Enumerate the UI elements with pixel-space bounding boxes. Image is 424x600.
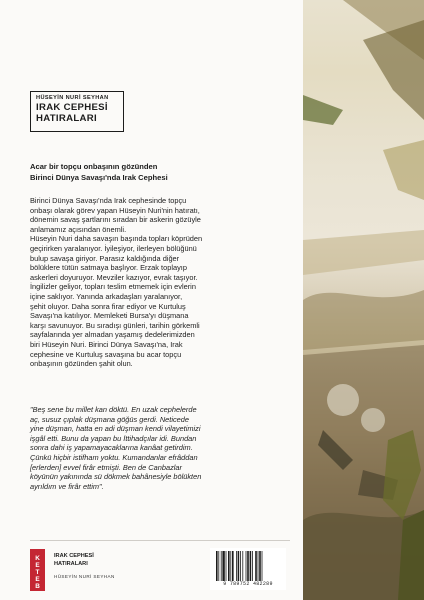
blurb-line: biri Hüseyin Nuri. Birinci Dünya Savaşı'na, Irak: [30, 339, 183, 349]
blurb-line: cephesine ve Kurtuluş savaşına bu acar topçu: [30, 349, 182, 359]
blurb-line: anlamamız açısından önemli.: [30, 224, 127, 234]
barcode-bars: [216, 551, 280, 581]
quote-line: ayrıldım ve firâr ettim".: [30, 481, 104, 491]
back-cover-footer: [30, 540, 290, 597]
footer-title-line: IRAK CEPHESİ: [54, 553, 94, 559]
quote-block: [30, 405, 300, 491]
isbn-barcode: [210, 548, 286, 590]
logo-letter: E: [35, 576, 40, 583]
subtitle-line: Birinci Dünya Savaşı'nda Irak Cephesi: [30, 173, 168, 182]
blurb-line: dönemin savaş şartlarını sıradan bir askerin gözüyle: [30, 215, 201, 225]
author-name: HÜSEYİN NURİ SEYHAN: [36, 95, 109, 101]
blurb-line: Savaşı'na katılıyor. Memleketi Bursa'yı düşmana: [30, 311, 189, 321]
blurb-line: bulup savaşa giriyor. Parasız kaldığında diğer: [30, 253, 180, 263]
blurb-line: onbaşının gözünden şahit olun.: [30, 359, 133, 369]
footer-author: HÜSEYİN NURİ SEYHAN: [54, 574, 115, 579]
quote-line: işgâl etti. Bunu da yapan bu İttihadçılar idi. Bundan: [30, 433, 197, 443]
blurb-line: karşı savunuyor. Bu sıradışı günleri, tarihin görkemli: [30, 320, 200, 330]
blurb-line: Birinci Dünya Savaşı'nda Irak cephesinde topçu: [30, 196, 187, 205]
blurb-line: içine saklıyor. Yanında arkadaşları yaralanıyor,: [30, 291, 183, 301]
subtitle: [30, 161, 290, 183]
logo-letter: E: [35, 562, 40, 569]
book-title-line: IRAK CEPHESİ: [36, 102, 108, 113]
footer-title-line: HATIRALARI: [54, 561, 88, 567]
quote-line: aç, susuz çıplak düşmana göğüs gerdi. Neticede: [30, 414, 189, 424]
publisher-logo: [30, 549, 45, 591]
cover-title-box: [30, 91, 124, 132]
subtitle-line: Acar bir topçu onbaşının gözünden: [30, 162, 158, 171]
blurb-line: bölüklere tütün satmaya başlıyor. Erzak toplayıp: [30, 263, 187, 273]
blurb-line: İngilizler geliyor, topları teslim etmemek için evlerin: [30, 282, 196, 292]
cover-photo-strip: [303, 0, 424, 600]
logo-letter: K: [35, 555, 40, 562]
logo-letter: T: [35, 569, 40, 576]
book-title-line: HATIRALARI: [36, 113, 97, 124]
quote-line: [erlerden] evvel firâr etmişti. Ben de Canbazlar: [30, 462, 182, 472]
quote-line: Çünkü hiçbir istifham yoktu. Kumandanlar efrâddan: [30, 452, 198, 462]
battlefield-illustration: [303, 0, 424, 600]
blurb-line: sayfalarında yer almadan yaşamış dedelerimizden: [30, 330, 195, 340]
blurb-line: askerleri doyuruyor. Mevziler kazıyor, evrak taşıyor.: [30, 272, 198, 282]
logo-letter: B: [35, 583, 40, 590]
blurb-line: geçirirken yaralanıyor. İyileşiyor, ilerleyen bölüğünü: [30, 243, 197, 253]
quote-line: yine düşman, hatta en adi düşman kendi vilayetimizi: [30, 424, 201, 434]
quote-line: sonra dahi iş yapamayacaklarına kanâat getirdim.: [30, 443, 193, 453]
blurb-line: onbaşı olarak görev yapan Hüseyin Nuri'nin hatıratı,: [30, 205, 200, 215]
blurb-line: şehit oluyor. Daha sonra firar ediyor ve Kurtuluş: [30, 301, 186, 311]
blurb-line: Hüseyin Nuri daha savaşın başında topları köprüden: [30, 234, 203, 244]
quote-line: "Beş sene bu millet kan döktü. En uzak cephelerde: [30, 405, 197, 414]
blurb-body: [30, 196, 300, 369]
quote-line: köyünün yakınında sü dökmek bahânesiyle bölükten: [30, 472, 202, 482]
isbn-number: 9 789752 482289: [223, 581, 273, 587]
